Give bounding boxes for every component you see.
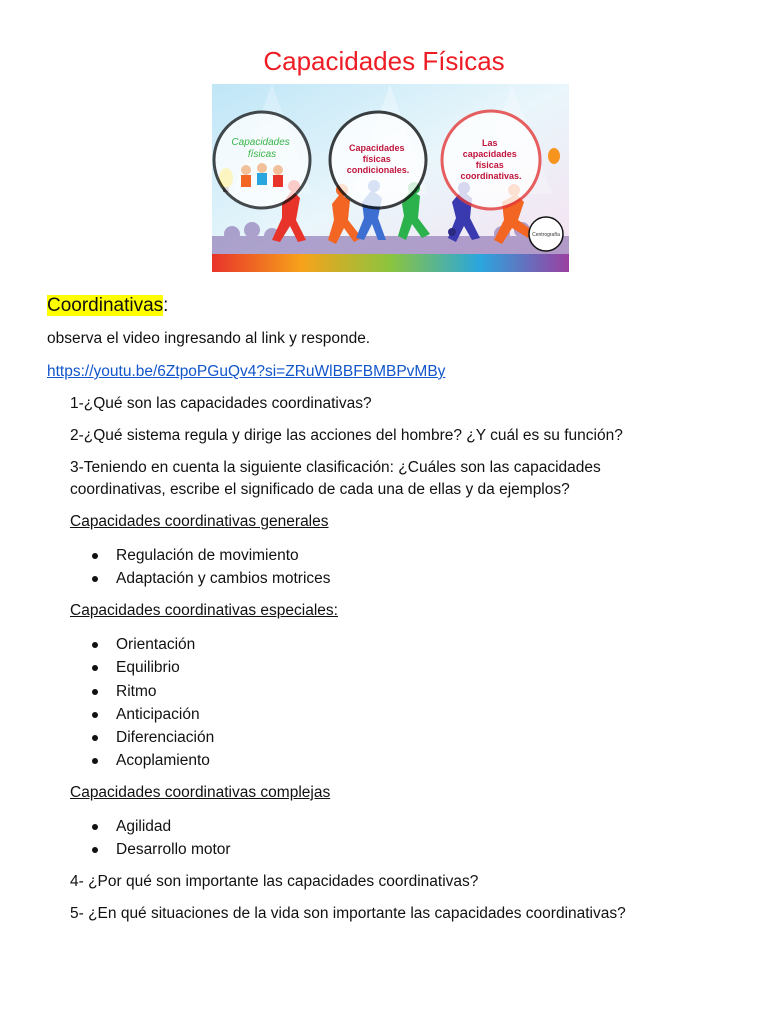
list-item: Desarrollo motor	[92, 838, 231, 861]
question-4: 4- ¿Por qué son importante las capacidades coordinativas?	[70, 873, 479, 890]
banner-circle-3-line-4: coordinativas.	[460, 171, 522, 181]
list-item: Equilibrio	[92, 656, 214, 679]
banner-circle-2-line-1: Capacidades	[348, 143, 405, 153]
complejas-heading: Capacidades coordinativas complejas	[70, 784, 331, 801]
generales-list	[92, 544, 331, 591]
section-heading-highlight: Coordinativas	[47, 295, 164, 316]
banner-circle-3-line-2: capacidades	[462, 149, 517, 159]
list-item: Ritmo	[92, 680, 214, 703]
banner-image	[212, 84, 569, 272]
video-link[interactable]: https://youtu.be/6ZtpoPGuQv4?si=ZRuWlBBFBMBPvMBy	[47, 363, 446, 380]
section-heading	[47, 294, 168, 318]
generales-heading: Capacidades coordinativas generales	[70, 513, 329, 530]
especiales-list	[92, 633, 214, 773]
banner-circle-3-line-3: físicas	[475, 160, 504, 170]
list-item: Adaptación y cambios motrices	[92, 567, 331, 590]
complejas-list	[92, 815, 231, 862]
question-3-line-1: 3-Teniendo en cuenta la siguiente clasificación: ¿Cuáles son las capacidades	[70, 459, 601, 476]
especiales-heading: Capacidades coordinativas especiales:	[70, 602, 338, 619]
list-item: Acoplamiento	[92, 749, 214, 772]
list-item: Orientación	[92, 633, 214, 656]
page-title: Capacidades Físicas	[263, 46, 505, 76]
section-heading-colon: :	[163, 295, 169, 316]
question-5: 5- ¿En qué situaciones de la vida son importante las capacidades coordinativas?	[70, 905, 626, 922]
list-item: Regulación de movimiento	[92, 544, 331, 567]
question-1: 1-¿Qué son las capacidades coordinativas?	[70, 395, 372, 412]
question-2: 2-¿Qué sistema regula y dirige las acciones del hombre? ¿Y cuál es su función?	[70, 427, 623, 444]
banner-small-circle-label: Centrografía	[532, 232, 560, 238]
banner-circle-2-line-3: condicionales.	[346, 165, 410, 175]
banner-circle-1-line-1: Capacidades	[231, 137, 290, 148]
banner-circle-2-line-2: físicas	[362, 154, 391, 164]
list-item: Agilidad	[92, 815, 231, 838]
instruction-text: observa el video ingresando al link y responde.	[47, 330, 371, 347]
banner-circle-3-line-1: Las	[481, 138, 498, 148]
list-item: Anticipación	[92, 703, 214, 726]
banner-circle-1-line-2: físicas	[247, 149, 277, 160]
list-item: Diferenciación	[92, 726, 214, 749]
question-3-line-2: coordinativas, escribe el significado de cada una de ellas y da ejemplos?	[70, 481, 570, 498]
